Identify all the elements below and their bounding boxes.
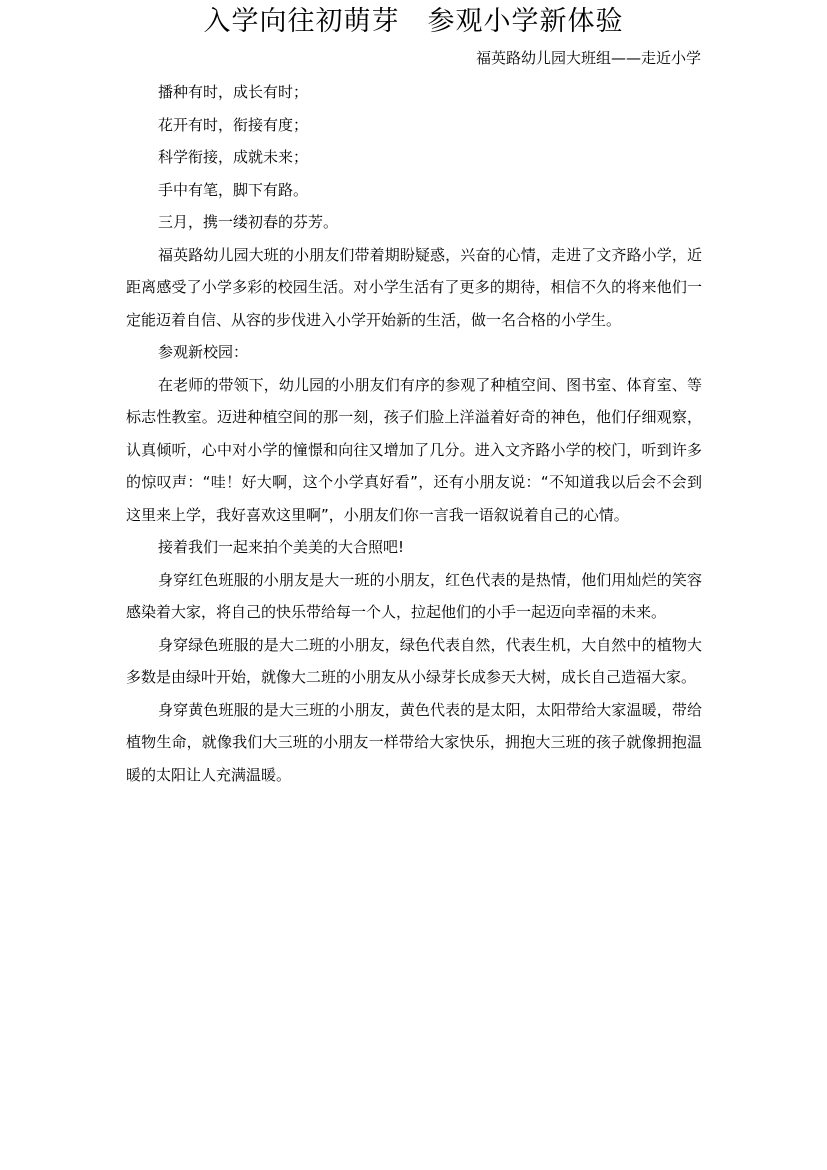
paragraph: 福英路幼儿园大班的小朋友们带着期盼疑惑，兴奋的心情，走进了文齐路小学，近距离感受了小学多彩的校园生活。对小学生活有了更多的期待，相信不久的将来他们一定能迈着自信、从容的步伐进入小学开始新的生活，做一名合格的小学生。 — [126, 245, 702, 329]
paragraph: 身穿红色班服的小朋友是大一班的小朋友，红色代表的是热情，他们用灿烂的笑容感染着大家，将自己的快乐带给每一个人，拉起他们的小手一起迈向幸福的未来。 — [126, 570, 702, 621]
paragraph: 身穿绿色班服的是大二班的小朋友，绿色代表自然，代表生机，大自然中的植物大多数是由绿叶开始，就像大二班的小朋友从小绿芽长成参天大树，成长自己造福大家。 — [126, 635, 702, 686]
page-title: 入学向往初萌芽 参观小学新体验 — [203, 6, 624, 37]
paragraph: 接着我们一起来拍个美美的大合照吧! — [158, 538, 405, 556]
paragraph: 参观新校园： — [158, 343, 249, 361]
paragraph: 身穿黄色班服的是大三班的小朋友，黄色代表的是太阳，太阳带给大家温暖，带给植物生命，就像我们大三班的小朋友一样带给大家快乐，拥抱大三班的孩子就像拥抱温暖的太阳让人充满温暖。 — [126, 700, 702, 784]
page-subtitle: 福英路幼儿园大班组——走近小学 — [475, 49, 701, 67]
paragraph: 播种有时，成长有时； — [158, 83, 309, 101]
paragraph: 科学衔接，成就未来； — [158, 148, 309, 166]
paragraph: 手中有笔，脚下有路。 — [158, 180, 309, 199]
paragraph: 三月，携一缕初春的芬芳。 — [158, 213, 339, 231]
paragraph: 在老师的带领下，幼儿园的小朋友们有序的参观了种植空间、图书室、体育室、等标志性教室。迈进种植空间的那一刻，孩子们脸上洋溢着好奇的神色，他们仔细观察，认真倾听，心中对小学的憧憬和向往又增加了几分。进入文齐路小学的校门，听到许多的惊叹声：“哇！好大啊，这个小学真好看”，还有小朋友说：“不知道我以后会不会到这里来上学，我好喜欢这里啊”，小朋友们你一言我一语叙说着自己的心情。 — [126, 375, 702, 524]
article-body — [126, 76, 702, 791]
paragraph: 花开有时，衔接有度； — [158, 115, 309, 134]
